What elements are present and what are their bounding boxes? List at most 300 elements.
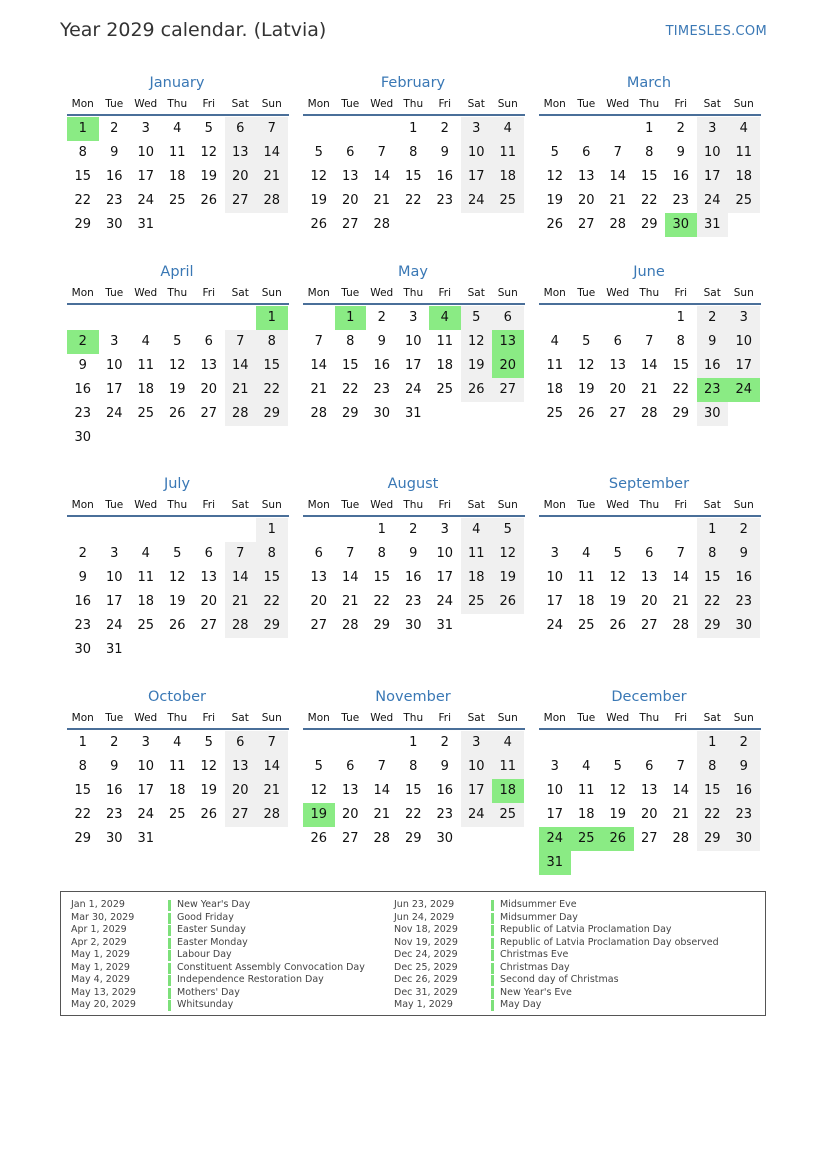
day-cell[interactable]: 23: [728, 590, 760, 614]
day-cell[interactable]: 18: [436, 358, 454, 373]
day-cell[interactable]: 28: [225, 402, 257, 426]
day-cell[interactable]: 10: [105, 358, 123, 373]
day-cell[interactable]: 7: [346, 546, 355, 561]
day-cell[interactable]: 15: [404, 783, 422, 798]
day-cell[interactable]: 8: [697, 542, 729, 566]
day-cell[interactable]: 13: [640, 570, 658, 585]
day-cell[interactable]: 13: [310, 570, 328, 585]
day-cell[interactable]: 16: [404, 570, 422, 585]
day-cell[interactable]: 26: [310, 217, 328, 232]
day-cell[interactable]: 26: [492, 590, 524, 614]
day-cell[interactable]: 28: [256, 189, 288, 213]
day-cell[interactable]: 1: [676, 310, 685, 325]
day-cell[interactable]: 27: [310, 618, 328, 633]
day-cell[interactable]: 14: [225, 566, 257, 590]
day-cell[interactable]: 14: [310, 358, 328, 373]
day-cell[interactable]: 6: [346, 759, 355, 774]
day-cell[interactable]: 9: [110, 759, 119, 774]
day-cell[interactable]: 13: [492, 330, 524, 354]
day-cell[interactable]: 4: [550, 334, 559, 349]
day-cell[interactable]: 25: [728, 189, 760, 213]
day-cell[interactable]: 10: [461, 755, 493, 779]
day-cell[interactable]: 8: [697, 755, 729, 779]
day-cell[interactable]: 27: [640, 618, 658, 633]
day-cell[interactable]: 16: [436, 169, 454, 184]
day-cell[interactable]: 19: [546, 193, 564, 208]
day-cell[interactable]: 23: [436, 193, 454, 208]
day-cell[interactable]: 25: [137, 618, 155, 633]
day-cell[interactable]: 3: [728, 306, 760, 330]
day-cell[interactable]: 9: [676, 145, 685, 160]
day-cell[interactable]: 24: [728, 378, 760, 402]
day-cell[interactable]: 30: [74, 430, 92, 445]
day-cell[interactable]: 22: [256, 378, 288, 402]
day-cell[interactable]: 2: [110, 121, 119, 136]
day-cell[interactable]: 18: [461, 566, 493, 590]
day-cell[interactable]: 6: [225, 731, 257, 755]
day-cell[interactable]: 17: [137, 783, 155, 798]
day-cell[interactable]: 22: [640, 193, 658, 208]
day-cell[interactable]: 3: [550, 546, 559, 561]
day-cell[interactable]: 5: [613, 759, 622, 774]
day-cell[interactable]: 30: [105, 217, 123, 232]
day-cell[interactable]: 30: [74, 642, 92, 657]
day-cell[interactable]: 11: [137, 358, 155, 373]
day-cell[interactable]: 9: [728, 542, 760, 566]
day-cell[interactable]: 11: [728, 141, 760, 165]
day-cell[interactable]: 19: [609, 594, 627, 609]
day-cell[interactable]: 14: [341, 570, 359, 585]
day-cell[interactable]: 26: [577, 406, 595, 421]
day-cell[interactable]: 19: [200, 783, 218, 798]
day-cell[interactable]: 25: [168, 807, 186, 822]
day-cell[interactable]: 9: [440, 145, 449, 160]
day-cell[interactable]: 21: [310, 382, 328, 397]
day-cell[interactable]: 15: [640, 169, 658, 184]
day-cell[interactable]: 3: [440, 522, 449, 537]
day-cell[interactable]: 11: [577, 570, 595, 585]
day-cell[interactable]: 18: [492, 165, 524, 189]
day-cell[interactable]: 17: [461, 779, 493, 803]
day-cell[interactable]: 28: [225, 614, 257, 638]
day-cell[interactable]: 28: [609, 217, 627, 232]
day-cell[interactable]: 7: [377, 759, 386, 774]
day-cell[interactable]: 29: [74, 831, 92, 846]
day-cell[interactable]: 17: [436, 570, 454, 585]
day-cell[interactable]: 27: [225, 803, 257, 827]
day-cell[interactable]: 13: [341, 169, 359, 184]
day-cell[interactable]: 20: [341, 807, 359, 822]
day-cell[interactable]: 2: [728, 518, 760, 542]
day-cell[interactable]: 11: [168, 145, 186, 160]
day-cell[interactable]: 28: [640, 406, 658, 421]
day-cell[interactable]: 10: [461, 141, 493, 165]
day-cell[interactable]: 2: [440, 735, 449, 750]
day-cell[interactable]: 6: [645, 546, 654, 561]
day-cell[interactable]: 26: [200, 807, 218, 822]
day-cell[interactable]: 22: [697, 590, 729, 614]
day-cell[interactable]: 20: [225, 165, 257, 189]
day-cell[interactable]: 22: [74, 193, 92, 208]
day-cell[interactable]: 13: [640, 783, 658, 798]
day-cell[interactable]: 6: [225, 117, 257, 141]
day-cell[interactable]: 7: [314, 334, 323, 349]
day-cell[interactable]: 11: [461, 542, 493, 566]
day-cell[interactable]: 21: [672, 807, 690, 822]
day-cell[interactable]: 17: [137, 169, 155, 184]
day-cell[interactable]: 10: [546, 783, 564, 798]
day-cell[interactable]: 16: [728, 566, 760, 590]
day-cell[interactable]: 24: [461, 189, 493, 213]
day-cell[interactable]: 21: [225, 378, 257, 402]
day-cell[interactable]: 9: [78, 570, 87, 585]
day-cell[interactable]: 30: [697, 402, 729, 426]
day-cell[interactable]: 25: [577, 618, 595, 633]
day-cell[interactable]: 2: [67, 330, 99, 354]
day-cell[interactable]: 28: [373, 217, 391, 232]
day-cell[interactable]: 7: [225, 542, 257, 566]
day-cell[interactable]: 28: [310, 406, 328, 421]
day-cell[interactable]: 19: [461, 354, 493, 378]
day-cell[interactable]: 27: [577, 217, 595, 232]
day-cell[interactable]: 30: [728, 614, 760, 638]
day-cell[interactable]: 13: [200, 570, 218, 585]
day-cell[interactable]: 21: [225, 590, 257, 614]
day-cell[interactable]: 9: [78, 358, 87, 373]
day-cell[interactable]: 19: [609, 807, 627, 822]
day-cell[interactable]: 21: [609, 193, 627, 208]
day-cell[interactable]: 28: [672, 831, 690, 846]
day-cell[interactable]: 7: [676, 546, 685, 561]
day-cell[interactable]: 5: [492, 518, 524, 542]
day-cell[interactable]: 29: [672, 406, 690, 421]
day-cell[interactable]: 9: [440, 759, 449, 774]
day-cell[interactable]: 22: [672, 382, 690, 397]
day-cell[interactable]: 31: [137, 217, 155, 232]
day-cell[interactable]: 10: [137, 759, 155, 774]
day-cell[interactable]: 22: [74, 807, 92, 822]
day-cell[interactable]: 15: [341, 358, 359, 373]
day-cell[interactable]: 4: [492, 731, 524, 755]
day-cell[interactable]: 19: [577, 382, 595, 397]
day-cell[interactable]: 23: [728, 803, 760, 827]
day-cell[interactable]: 8: [409, 145, 418, 160]
day-cell[interactable]: 18: [728, 165, 760, 189]
day-cell[interactable]: 27: [609, 406, 627, 421]
day-cell[interactable]: 11: [577, 783, 595, 798]
day-cell[interactable]: 20: [492, 354, 524, 378]
day-cell[interactable]: 22: [341, 382, 359, 397]
day-cell[interactable]: 31: [436, 618, 454, 633]
day-cell[interactable]: 7: [676, 759, 685, 774]
day-cell[interactable]: 8: [377, 546, 386, 561]
day-cell[interactable]: 2: [728, 731, 760, 755]
day-cell[interactable]: 15: [373, 570, 391, 585]
day-cell[interactable]: 16: [728, 779, 760, 803]
day-cell[interactable]: 7: [256, 117, 288, 141]
day-cell[interactable]: 25: [546, 406, 564, 421]
day-cell[interactable]: 24: [546, 618, 564, 633]
day-cell[interactable]: 31: [697, 213, 729, 237]
day-cell[interactable]: 21: [373, 193, 391, 208]
day-cell[interactable]: 9: [728, 755, 760, 779]
day-cell[interactable]: 10: [697, 141, 729, 165]
day-cell[interactable]: 25: [461, 590, 493, 614]
day-cell[interactable]: 4: [728, 117, 760, 141]
day-cell[interactable]: 14: [672, 570, 690, 585]
day-cell[interactable]: 5: [204, 735, 213, 750]
day-cell[interactable]: 18: [577, 594, 595, 609]
day-cell[interactable]: 13: [577, 169, 595, 184]
day-cell[interactable]: 12: [310, 169, 328, 184]
day-cell[interactable]: 16: [74, 594, 92, 609]
day-cell[interactable]: 9: [110, 145, 119, 160]
day-cell[interactable]: 31: [105, 642, 123, 657]
day-cell[interactable]: 25: [436, 382, 454, 397]
day-cell[interactable]: 4: [141, 334, 150, 349]
day-cell[interactable]: 5: [461, 306, 493, 330]
day-cell[interactable]: 21: [256, 165, 288, 189]
day-cell[interactable]: 7: [225, 330, 257, 354]
day-cell[interactable]: 15: [697, 566, 729, 590]
day-cell[interactable]: 6: [204, 546, 213, 561]
day-cell[interactable]: 2: [440, 121, 449, 136]
day-cell[interactable]: 18: [492, 779, 524, 803]
day-cell[interactable]: 21: [341, 594, 359, 609]
day-cell[interactable]: 11: [546, 358, 564, 373]
day-cell[interactable]: 12: [609, 570, 627, 585]
day-cell[interactable]: 10: [546, 570, 564, 585]
day-cell[interactable]: 29: [697, 827, 729, 851]
day-cell[interactable]: 7: [613, 145, 622, 160]
day-cell[interactable]: 7: [645, 334, 654, 349]
day-cell[interactable]: 11: [168, 759, 186, 774]
day-cell[interactable]: 24: [404, 382, 422, 397]
day-cell[interactable]: 14: [609, 169, 627, 184]
day-cell[interactable]: 14: [672, 783, 690, 798]
day-cell[interactable]: 17: [404, 358, 422, 373]
day-cell[interactable]: 15: [74, 783, 92, 798]
day-cell[interactable]: 26: [310, 831, 328, 846]
day-cell[interactable]: 23: [105, 807, 123, 822]
day-cell[interactable]: 5: [582, 334, 591, 349]
day-cell[interactable]: 12: [168, 570, 186, 585]
day-cell[interactable]: 3: [141, 121, 150, 136]
day-cell[interactable]: 20: [640, 594, 658, 609]
day-cell[interactable]: 16: [436, 783, 454, 798]
day-cell[interactable]: 22: [256, 590, 288, 614]
day-cell[interactable]: 30: [728, 827, 760, 851]
day-cell[interactable]: 30: [404, 618, 422, 633]
day-cell[interactable]: 25: [492, 803, 524, 827]
day-cell[interactable]: 15: [256, 354, 288, 378]
day-cell[interactable]: 22: [373, 594, 391, 609]
day-cell[interactable]: 17: [697, 165, 729, 189]
day-cell[interactable]: 14: [373, 783, 391, 798]
day-cell[interactable]: 11: [436, 334, 454, 349]
day-cell[interactable]: 18: [137, 382, 155, 397]
day-cell[interactable]: 28: [341, 618, 359, 633]
day-cell[interactable]: 20: [577, 193, 595, 208]
day-cell[interactable]: 27: [200, 406, 218, 421]
day-cell[interactable]: 29: [341, 406, 359, 421]
brand-link[interactable]: TIMESLES.COM: [665, 24, 767, 39]
day-cell[interactable]: 20: [341, 193, 359, 208]
day-cell[interactable]: 12: [200, 759, 218, 774]
day-cell[interactable]: 11: [492, 755, 524, 779]
day-cell[interactable]: 1: [409, 735, 418, 750]
day-cell[interactable]: 3: [409, 310, 418, 325]
day-cell[interactable]: 8: [256, 542, 288, 566]
day-cell[interactable]: 13: [200, 358, 218, 373]
day-cell[interactable]: 8: [676, 334, 685, 349]
day-cell[interactable]: 2: [697, 306, 729, 330]
day-cell[interactable]: 24: [105, 406, 123, 421]
day-cell[interactable]: 30: [436, 831, 454, 846]
day-cell[interactable]: 27: [200, 618, 218, 633]
day-cell[interactable]: 14: [640, 358, 658, 373]
day-cell[interactable]: 30: [665, 213, 697, 237]
day-cell[interactable]: 10: [728, 330, 760, 354]
day-cell[interactable]: 4: [141, 546, 150, 561]
day-cell[interactable]: 5: [613, 546, 622, 561]
day-cell[interactable]: 1: [645, 121, 654, 136]
day-cell[interactable]: 3: [461, 731, 493, 755]
day-cell[interactable]: 19: [168, 594, 186, 609]
day-cell[interactable]: 29: [256, 614, 288, 638]
day-cell[interactable]: 17: [546, 807, 564, 822]
day-cell[interactable]: 20: [609, 382, 627, 397]
day-cell[interactable]: 7: [377, 145, 386, 160]
day-cell[interactable]: 3: [461, 117, 493, 141]
day-cell[interactable]: 29: [697, 614, 729, 638]
day-cell[interactable]: 26: [609, 618, 627, 633]
day-cell[interactable]: 26: [200, 193, 218, 208]
day-cell[interactable]: 28: [373, 831, 391, 846]
day-cell[interactable]: 4: [461, 518, 493, 542]
day-cell[interactable]: 21: [672, 594, 690, 609]
day-cell[interactable]: 23: [105, 193, 123, 208]
day-cell[interactable]: 5: [550, 145, 559, 160]
day-cell[interactable]: 27: [341, 217, 359, 232]
day-cell[interactable]: 25: [492, 189, 524, 213]
day-cell[interactable]: 4: [582, 759, 591, 774]
day-cell[interactable]: 19: [200, 169, 218, 184]
day-cell[interactable]: 1: [67, 117, 99, 141]
day-cell[interactable]: 9: [377, 334, 386, 349]
day-cell[interactable]: 6: [613, 334, 622, 349]
day-cell[interactable]: 17: [105, 594, 123, 609]
day-cell[interactable]: 2: [377, 310, 386, 325]
day-cell[interactable]: 28: [256, 803, 288, 827]
day-cell[interactable]: 20: [225, 779, 257, 803]
day-cell[interactable]: 4: [429, 306, 461, 330]
day-cell[interactable]: 20: [200, 382, 218, 397]
day-cell[interactable]: 29: [640, 217, 658, 232]
day-cell[interactable]: 23: [697, 378, 729, 402]
day-cell[interactable]: 26: [602, 827, 634, 851]
day-cell[interactable]: 24: [461, 803, 493, 827]
day-cell[interactable]: 29: [404, 831, 422, 846]
day-cell[interactable]: 15: [697, 779, 729, 803]
day-cell[interactable]: 26: [546, 217, 564, 232]
day-cell[interactable]: 19: [168, 382, 186, 397]
day-cell[interactable]: 24: [105, 618, 123, 633]
day-cell[interactable]: 12: [546, 169, 564, 184]
day-cell[interactable]: 23: [373, 382, 391, 397]
day-cell[interactable]: 1: [335, 306, 367, 330]
day-cell[interactable]: 25: [137, 406, 155, 421]
day-cell[interactable]: 1: [78, 735, 87, 750]
day-cell[interactable]: 4: [492, 117, 524, 141]
day-cell[interactable]: 16: [697, 354, 729, 378]
day-cell[interactable]: 26: [168, 618, 186, 633]
day-cell[interactable]: 6: [645, 759, 654, 774]
day-cell[interactable]: 17: [546, 594, 564, 609]
day-cell[interactable]: 15: [672, 358, 690, 373]
day-cell[interactable]: 8: [256, 330, 288, 354]
day-cell[interactable]: 16: [672, 169, 690, 184]
day-cell[interactable]: 17: [461, 165, 493, 189]
day-cell[interactable]: 5: [314, 759, 323, 774]
day-cell[interactable]: 2: [78, 546, 87, 561]
day-cell[interactable]: 1: [377, 522, 386, 537]
day-cell[interactable]: 7: [256, 731, 288, 755]
day-cell[interactable]: 28: [672, 618, 690, 633]
day-cell[interactable]: 20: [640, 807, 658, 822]
day-cell[interactable]: 10: [404, 334, 422, 349]
day-cell[interactable]: 11: [137, 570, 155, 585]
day-cell[interactable]: 6: [582, 145, 591, 160]
day-cell[interactable]: 27: [640, 831, 658, 846]
day-cell[interactable]: 4: [582, 546, 591, 561]
day-cell[interactable]: 31: [539, 851, 571, 875]
day-cell[interactable]: 12: [461, 330, 493, 354]
day-cell[interactable]: 1: [256, 306, 288, 330]
day-cell[interactable]: 30: [105, 831, 123, 846]
day-cell[interactable]: 19: [310, 193, 328, 208]
day-cell[interactable]: 27: [492, 378, 524, 402]
day-cell[interactable]: 14: [373, 169, 391, 184]
day-cell[interactable]: 16: [105, 169, 123, 184]
day-cell[interactable]: 1: [697, 731, 729, 755]
day-cell[interactable]: 10: [436, 546, 454, 561]
day-cell[interactable]: 5: [314, 145, 323, 160]
day-cell[interactable]: 12: [200, 145, 218, 160]
day-cell[interactable]: 2: [110, 735, 119, 750]
day-cell[interactable]: 8: [78, 145, 87, 160]
day-cell[interactable]: 31: [404, 406, 422, 421]
day-cell[interactable]: 15: [74, 169, 92, 184]
day-cell[interactable]: 21: [256, 779, 288, 803]
day-cell[interactable]: 29: [74, 217, 92, 232]
day-cell[interactable]: 25: [571, 827, 603, 851]
day-cell[interactable]: 3: [697, 117, 729, 141]
day-cell[interactable]: 18: [577, 807, 595, 822]
day-cell[interactable]: 10: [105, 570, 123, 585]
day-cell[interactable]: 6: [314, 546, 323, 561]
day-cell[interactable]: 12: [492, 542, 524, 566]
day-cell[interactable]: 24: [436, 594, 454, 609]
day-cell[interactable]: 14: [256, 141, 288, 165]
day-cell[interactable]: 14: [256, 755, 288, 779]
day-cell[interactable]: 6: [346, 145, 355, 160]
day-cell[interactable]: 3: [110, 334, 119, 349]
day-cell[interactable]: 18: [546, 382, 564, 397]
day-cell[interactable]: 3: [141, 735, 150, 750]
day-cell[interactable]: 17: [105, 382, 123, 397]
day-cell[interactable]: 23: [672, 193, 690, 208]
